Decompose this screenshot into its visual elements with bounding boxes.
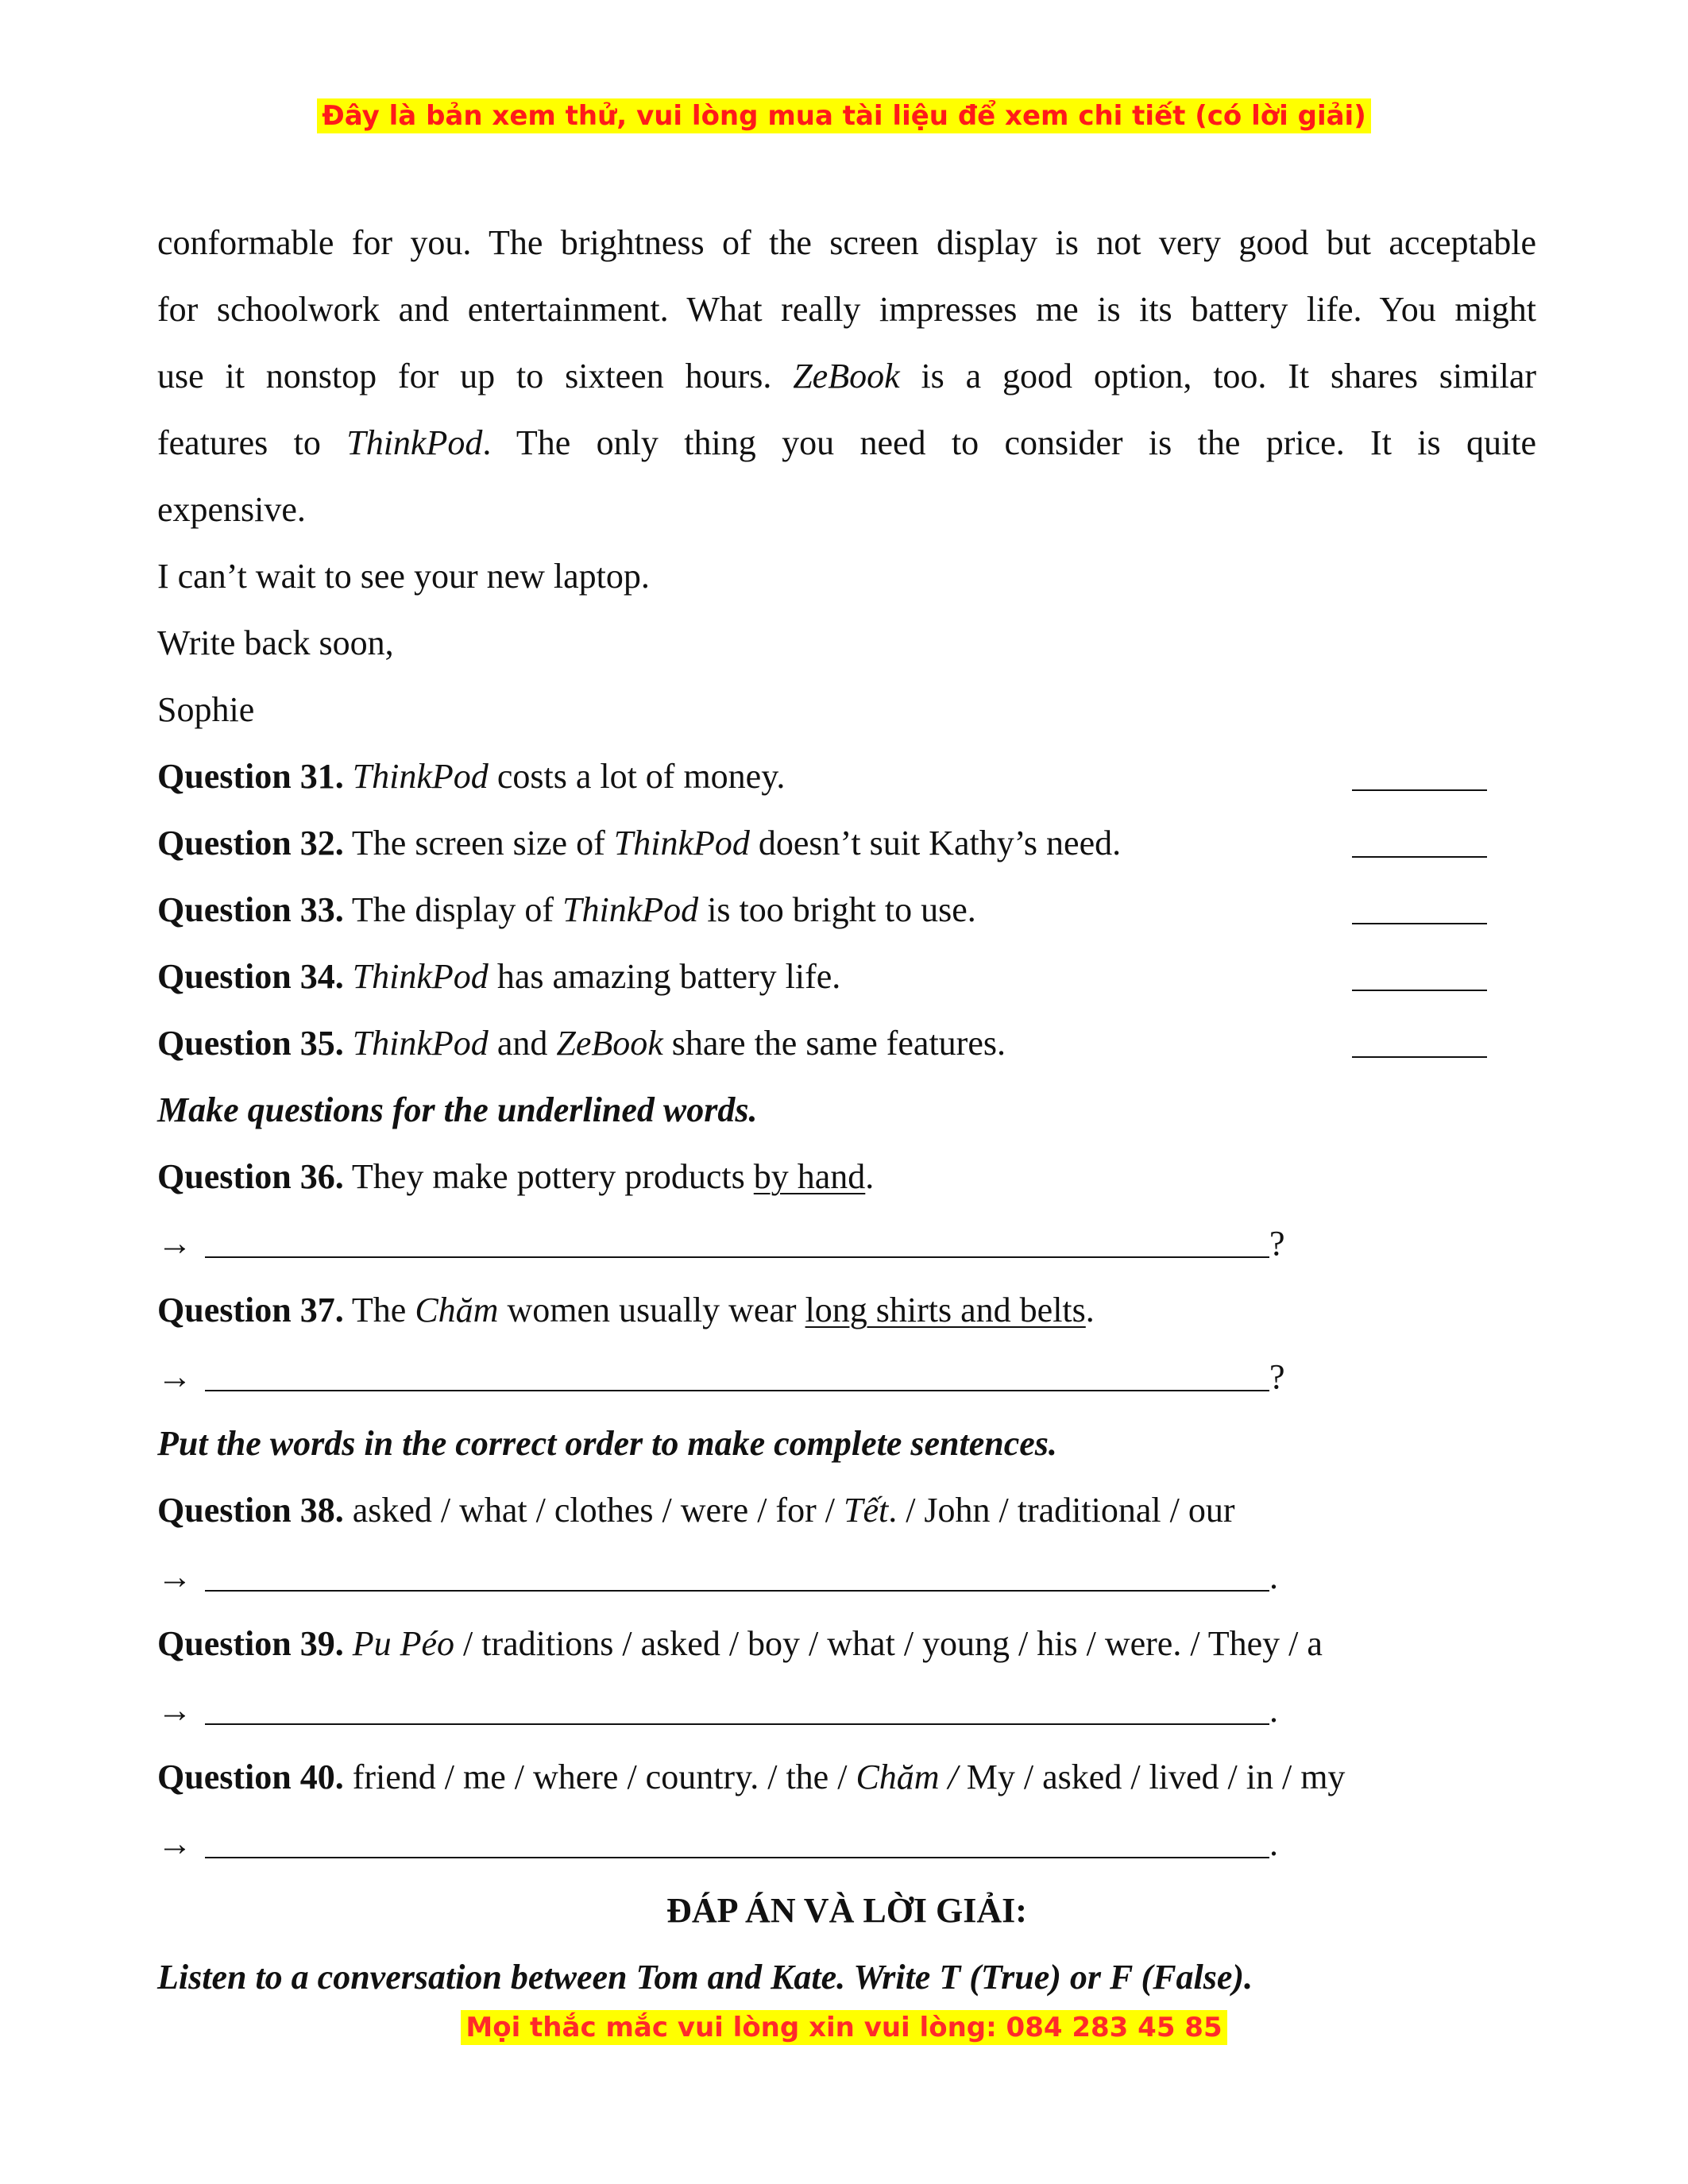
question-text: costs a lot of money. bbox=[488, 757, 786, 796]
product-name: ThinkPod bbox=[352, 957, 489, 996]
italic-term: Tết bbox=[843, 1491, 889, 1530]
arrow-icon: → bbox=[157, 1357, 192, 1396]
answer-line-40 bbox=[157, 1811, 1536, 1877]
question-text: has amazing battery life. bbox=[488, 957, 841, 996]
question-mark: ? bbox=[1269, 1357, 1285, 1396]
underlined-words: long shirts and belts bbox=[805, 1291, 1086, 1329]
product-name: ThinkPod bbox=[346, 423, 483, 462]
contact-banner bbox=[0, 2012, 1688, 2043]
product-name: ThinkPod bbox=[613, 824, 750, 862]
question-text: asked / what / clothes / were / for / bbox=[343, 1491, 844, 1530]
preview-banner bbox=[0, 100, 1688, 132]
product-name: ThinkPod bbox=[352, 757, 489, 796]
italic-term: Pu Péo bbox=[352, 1624, 454, 1663]
question-34 bbox=[157, 943, 1536, 1010]
passage-line-6: I can’t wait to see your new laptop. bbox=[157, 557, 650, 596]
period-mark: . bbox=[1269, 1691, 1278, 1730]
question-text: / traditions / asked / boy / what / young / his / were. / They / a bbox=[454, 1624, 1323, 1663]
answer-field[interactable] bbox=[205, 1544, 1269, 1592]
question-mark: ? bbox=[1269, 1224, 1285, 1263]
question-text: . / John / traditional / our bbox=[888, 1491, 1235, 1530]
question-text: doesn’t suit Kathy’s need. bbox=[749, 824, 1122, 862]
question-text: and bbox=[488, 1024, 557, 1063]
question-35 bbox=[157, 1010, 1536, 1077]
question-label: Question 35. bbox=[157, 1024, 344, 1063]
question-label: Question 32. bbox=[157, 824, 344, 862]
answer-field[interactable] bbox=[205, 1210, 1269, 1258]
arrow-icon: → bbox=[157, 1557, 192, 1596]
question-text: They make pottery products bbox=[343, 1157, 754, 1196]
letter-signature: Sophie bbox=[157, 690, 255, 729]
answer-blank[interactable] bbox=[1352, 810, 1487, 858]
question-text: friend / me / where / country. / the / bbox=[343, 1758, 856, 1796]
question-text: is too bright to use. bbox=[698, 890, 976, 929]
question-text: share the same features. bbox=[662, 1024, 1006, 1063]
question-text bbox=[344, 957, 353, 996]
question-text: . bbox=[865, 1157, 875, 1196]
question-label: Question 34. bbox=[157, 957, 344, 996]
preview-banner-text: Đây là bản xem thử, vui lòng mua tài liệu để xem chi tiết (có lời giải) bbox=[317, 98, 1371, 133]
passage-text: use it nonstop for up to sixteen hours. bbox=[157, 357, 794, 396]
question-38 bbox=[157, 1477, 1536, 1544]
italic-term: Chăm / bbox=[856, 1758, 958, 1796]
answer-blank[interactable] bbox=[1352, 877, 1487, 924]
document-body bbox=[157, 210, 1536, 2011]
arrow-icon: → bbox=[157, 1824, 192, 1863]
question-text bbox=[344, 1624, 353, 1663]
section-instruction: Put the words in the correct order to make complete sentences. bbox=[157, 1424, 1057, 1463]
product-name: ThinkPod bbox=[352, 1024, 489, 1063]
answer-heading: ĐÁP ÁN VÀ LỜI GIẢI: bbox=[666, 1891, 1027, 1930]
answer-line-39 bbox=[157, 1677, 1536, 1744]
answer-field[interactable] bbox=[205, 1811, 1269, 1858]
passage-line-4 bbox=[157, 410, 1536, 477]
arrow-icon: → bbox=[157, 1224, 192, 1263]
italic-term: Chăm bbox=[415, 1291, 499, 1329]
passage-line-3 bbox=[157, 343, 1536, 410]
answer-line-37 bbox=[157, 1344, 1536, 1410]
question-label: Question 40. bbox=[157, 1758, 344, 1796]
question-text: My / asked / lived / in / my bbox=[957, 1758, 1346, 1796]
product-name: ThinkPod bbox=[562, 890, 699, 929]
period-mark: . bbox=[1269, 1557, 1278, 1596]
contact-banner-text: Mọi thắc mắc vui lòng xin vui lòng: 084 283 45 85 bbox=[461, 2010, 1226, 2045]
question-text: The screen size of bbox=[343, 824, 614, 862]
letter-closing: Write back soon, bbox=[157, 623, 394, 662]
question-36 bbox=[157, 1144, 1536, 1210]
answer-field[interactable] bbox=[205, 1677, 1269, 1725]
listen-instruction: Listen to a conversation between Tom and Kate. Write T (True) or F (False). bbox=[157, 1958, 1253, 1997]
question-label: Question 36. bbox=[157, 1157, 344, 1196]
question-37 bbox=[157, 1277, 1536, 1344]
product-name: ZeBook bbox=[793, 357, 900, 396]
question-text: . bbox=[1085, 1291, 1095, 1329]
question-32 bbox=[157, 810, 1536, 877]
underlined-words: by hand bbox=[753, 1157, 866, 1196]
question-39 bbox=[157, 1611, 1536, 1677]
question-text bbox=[344, 1024, 353, 1063]
product-name: ZeBook bbox=[556, 1024, 663, 1063]
answer-line-36 bbox=[157, 1210, 1536, 1277]
answer-blank[interactable] bbox=[1352, 743, 1487, 791]
answer-field[interactable] bbox=[205, 1344, 1269, 1391]
answer-line-38 bbox=[157, 1544, 1536, 1611]
question-text bbox=[344, 757, 353, 796]
passage-text: features to bbox=[157, 423, 347, 462]
answer-blank[interactable] bbox=[1352, 1010, 1487, 1058]
section-instruction: Make questions for the underlined words. bbox=[157, 1090, 758, 1129]
question-label: Question 31. bbox=[157, 757, 344, 796]
passage-text: . The only thing you need to consider is the price. It is quite bbox=[482, 423, 1536, 462]
passage-line-5: expensive. bbox=[157, 490, 306, 529]
arrow-icon: → bbox=[157, 1691, 192, 1730]
answer-blank[interactable] bbox=[1352, 943, 1487, 991]
question-label: Question 33. bbox=[157, 890, 344, 929]
question-label: Question 37. bbox=[157, 1291, 344, 1329]
passage-line-1: conformable for you. The brightness of the screen display is not very good but acceptable bbox=[157, 223, 1536, 262]
question-label: Question 38. bbox=[157, 1491, 344, 1530]
passage-line-2: for schoolwork and entertainment. What really impresses me is its battery life. You might bbox=[157, 290, 1536, 329]
question-text: The bbox=[343, 1291, 415, 1329]
period-mark: . bbox=[1269, 1824, 1278, 1863]
question-40 bbox=[157, 1744, 1536, 1811]
question-33 bbox=[157, 877, 1536, 943]
passage-text: is a good option, too. It shares similar bbox=[899, 357, 1536, 396]
question-text: The display of bbox=[343, 890, 563, 929]
question-label: Question 39. bbox=[157, 1624, 344, 1663]
question-text: women usually wear bbox=[498, 1291, 805, 1329]
question-31 bbox=[157, 743, 1536, 810]
